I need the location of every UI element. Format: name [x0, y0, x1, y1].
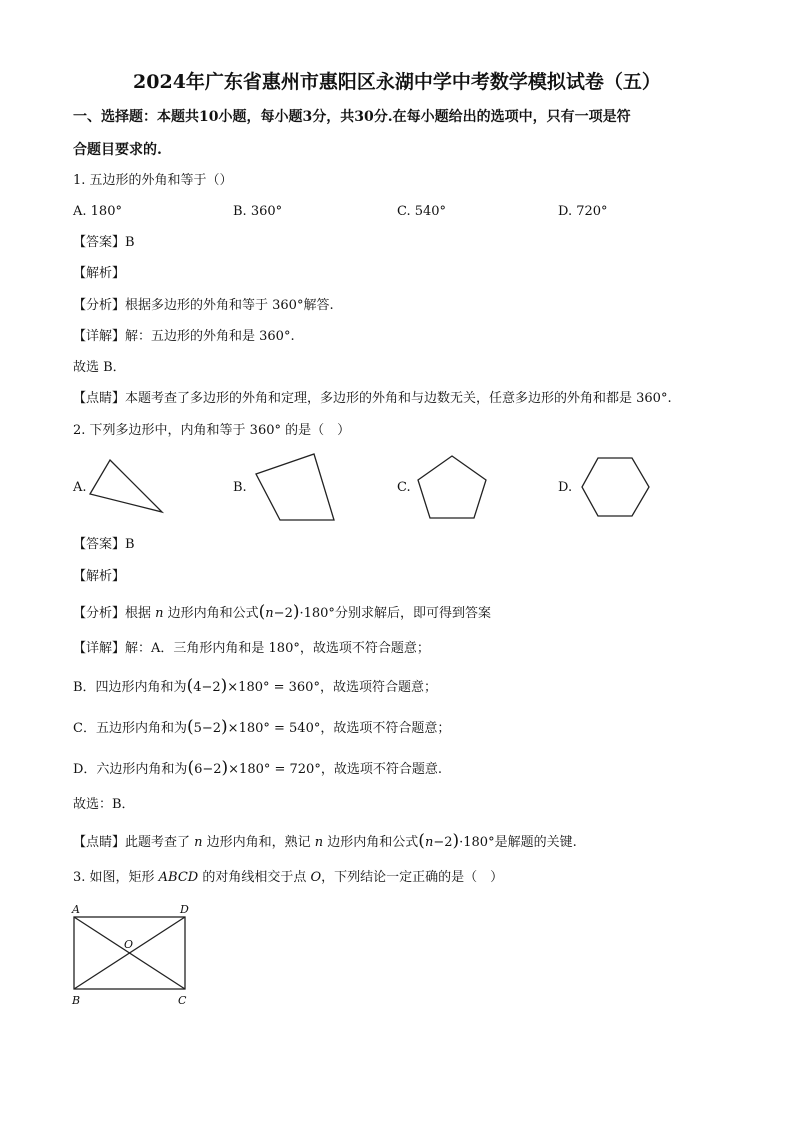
q2-dianjing: 【点睛】此题考查了 n 边形内角和，熟记 n 边形内角和公式(n−2)·180°是解题的关键.: [73, 831, 577, 851]
q3-rect-name: ABCD: [158, 870, 199, 885]
q2-option-a-label: A.: [73, 480, 87, 495]
q2-dianjing-prefix: 【点睛】此题考查了: [73, 835, 195, 850]
quadrilateral-shape: [256, 454, 334, 520]
q1-guxuan: 故选 B．: [73, 360, 126, 375]
q2-detail-c-result: ×180° = 540°，故选项不符合题意；: [227, 721, 451, 736]
q2-hexagon-figure: [580, 456, 652, 518]
section-heading-line1: 一、选择题：本题共10小题，每小题3分，共30分.在每小题给出的选项中，只有一项是符: [73, 109, 631, 125]
q2-dianjing-mid: 边形内角和，熟记: [202, 835, 315, 850]
q2-detail-c: C．五边形内角和为(5−2)×180° = 540°，故选项不符合题意；: [73, 717, 451, 737]
q2-jiexi: 【解析】: [73, 569, 126, 584]
q3-stem-prefix: 3. 如图，矩形: [73, 870, 159, 885]
q2-fenxi: 【分析】根据 n 边形内角和公式(n−2)·180°分别求解后，即可得到答案: [73, 602, 491, 622]
q2-detail-d-expr: 6−2: [194, 762, 222, 777]
q1-fenxi: 【分析】根据多边形的外角和等于 360°解答.: [73, 298, 334, 313]
q3-point-name: O: [310, 870, 322, 885]
q2-pentagon-figure: [416, 454, 490, 520]
q3-stem: [73, 869, 503, 887]
section-heading-line2: 合题目要求的.: [73, 142, 162, 158]
q3-stem-suffix: ，下列结论一定正确的是（ ）: [321, 870, 504, 885]
q1-option-b: B. 360°: [233, 204, 283, 219]
q2-detail-b: B．四边形内角和为(4−2)×180° = 360°，故选项符合题意；: [73, 676, 437, 696]
q2-detail-c-expr: 5−2: [193, 721, 222, 736]
q2-dianjing-var1: n: [194, 835, 203, 850]
vertex-label-c: C: [178, 994, 187, 1007]
q2-detail-b-prefix: B．四边形内角和为: [73, 680, 187, 695]
q2-fenxi-mid: 边形内角和公式: [163, 606, 259, 621]
q2-quadrilateral-figure: [250, 450, 340, 525]
q2-option-c-label: C.: [397, 480, 411, 495]
q2-detail-b-result: ×180° = 360°，故选项符合题意；: [227, 680, 437, 695]
q2-detail-d: D．六边形内角和为(6−2)×180° = 720°，故选项不符合题意.: [73, 758, 442, 778]
vertex-label-a: A: [72, 903, 80, 916]
q2-xiangjie: 【详解】解：A．三角形内角和是 180°，故选项不符合题意；: [73, 641, 430, 656]
q2-dianjing-post: 是解题的关键.: [494, 835, 577, 850]
q2-dianjing-formula-rest: −2: [433, 835, 453, 850]
q2-detail-d-prefix: D．六边形内角和为: [73, 762, 188, 777]
q2-answer: 【答案】B: [73, 537, 135, 552]
q2-dianjing-formula-tail: ·180°: [459, 835, 495, 850]
q2-triangle-figure: [88, 456, 168, 516]
q2-fenxi-post: 分别求解后，即可得到答案: [334, 606, 491, 621]
q2-option-b-label: B.: [233, 480, 247, 495]
triangle-shape: [90, 460, 162, 512]
q2-fenxi-var: n: [155, 606, 164, 621]
q2-detail-c-prefix: C．五边形内角和为: [73, 721, 187, 736]
q2-formula-tail: ·180°: [299, 606, 335, 621]
q1-stem: 1. 五边形的外角和等于（）: [73, 173, 233, 188]
q2-formula-rest: −2: [273, 606, 293, 621]
q2-option-d-label: D.: [558, 480, 573, 495]
q1-option-a: A. 180°: [73, 204, 122, 219]
q2-stem: 2. 下列多边形中，内角和等于 360° 的是（ ）: [73, 423, 351, 438]
q2-dianjing-formula-n: n: [424, 835, 434, 850]
q2-guxuan: 故选：B．: [73, 797, 135, 812]
pentagon-shape: [418, 456, 486, 518]
q1-dianjing: 【点睛】本题考查了多边形的外角和定理，多边形的外角和与边数无关，任意多边形的外角和都是 360°.: [73, 391, 672, 406]
q3-rectangle-figure: [66, 900, 196, 1010]
page-title: 2024年广东省惠州市惠阳区永湖中学中考数学模拟试卷（五）: [133, 71, 661, 93]
q2-fenxi-prefix: 【分析】根据: [73, 606, 156, 621]
q1-option-d: D. 720°: [558, 204, 608, 219]
q1-jiexi: 【解析】: [73, 266, 126, 281]
q3-stem-mid: 的对角线相交于点: [198, 870, 311, 885]
q2-dianjing-mid2: 边形内角和公式: [323, 835, 419, 850]
q1-answer: 【答案】B: [73, 235, 135, 250]
vertex-label-b: B: [72, 994, 81, 1007]
q2-detail-b-expr: 4−2: [193, 680, 221, 695]
q1-xiangjie: 【详解】解：五边形的外角和是 360°.: [73, 329, 295, 344]
q1-option-c: C. 540°: [397, 204, 447, 219]
q2-dianjing-var2: n: [314, 835, 324, 850]
center-label-o: O: [124, 938, 134, 951]
vertex-label-d: D: [180, 903, 189, 916]
q2-detail-d-result: ×180° = 720°，故选项不符合题意.: [228, 762, 442, 777]
hexagon-shape: [582, 458, 649, 516]
q2-formula-n: n: [265, 606, 274, 621]
